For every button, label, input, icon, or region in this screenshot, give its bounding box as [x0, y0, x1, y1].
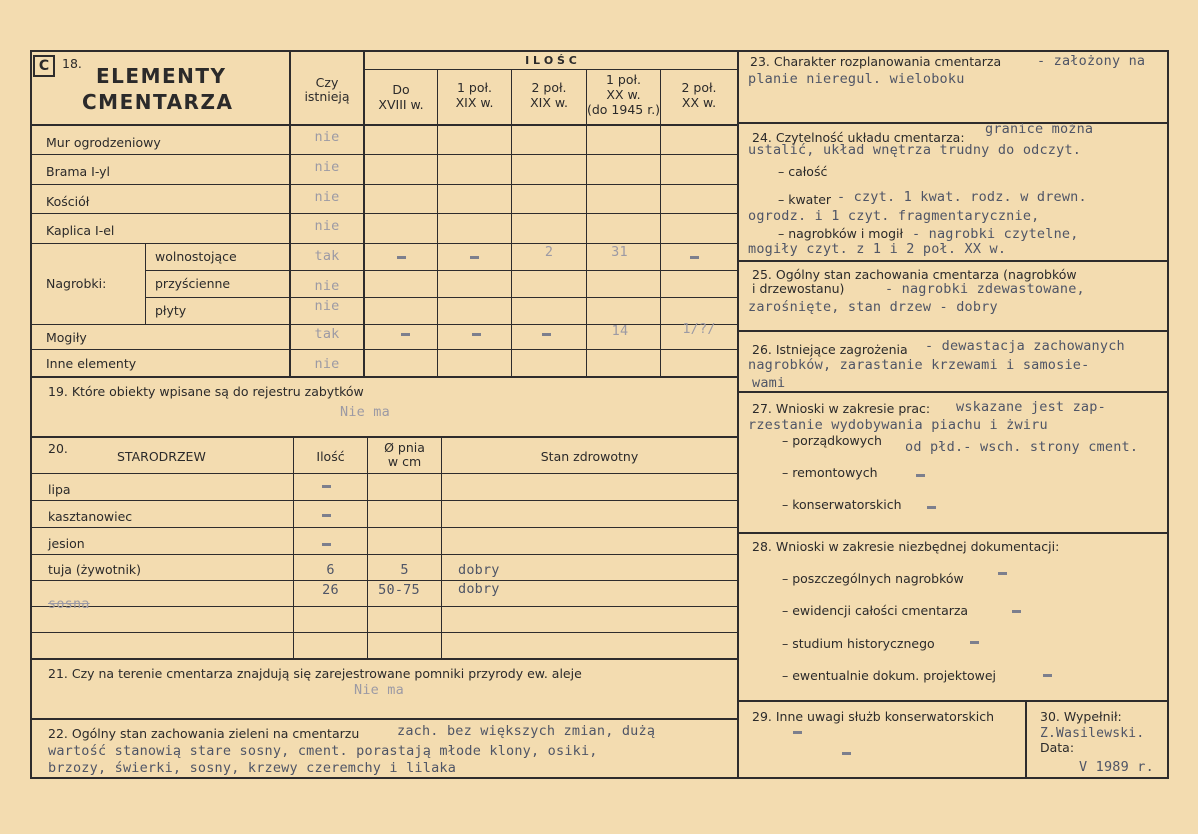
question-26: 26. Istniejące zagrożenia: [752, 342, 908, 357]
answer-24-line4: ogrodz. i 1 czyt. fragmentarycznie,: [748, 208, 1040, 224]
czy-value-kosciol: nie: [314, 189, 340, 205]
row-label-mogily: Mogiły: [46, 330, 87, 345]
q24-calosc: – całość: [778, 164, 828, 179]
answer-22-line2: wartość stanowią stare sosny, cment. porastają młode klony, osiki,: [48, 743, 598, 759]
row-label-przyscienne: przyścienne: [155, 276, 231, 291]
answer-22-line3: brzozy, świerki, sosny, krzewy czeremchy i lilaka: [48, 760, 457, 776]
dash-q28-studium: [970, 641, 979, 644]
q28-ewidencji: – ewidencji całości cmentarza: [782, 603, 969, 618]
period-header-4: 1 poł. XX w. (do 1945 r.): [587, 72, 661, 117]
question-28: 28. Wnioski w zakresie niezbędnej dokumentacji:: [752, 539, 1060, 554]
q27-porzadkowych: – porządkowych: [782, 433, 882, 448]
dash-wolno-do18: [397, 256, 406, 259]
period-header-1: Do XVIII w.: [378, 82, 424, 112]
answer-30-name: Z.Wasilewski.: [1040, 726, 1145, 741]
answer-24-line1: granice można: [985, 121, 1094, 137]
question-30: 30. Wypełnił:: [1040, 709, 1122, 724]
tree-tuja: tuja (żywotnik): [48, 562, 142, 577]
row-label-mur: Mur ogrodzeniowy: [46, 135, 161, 150]
tree-lipa: lipa: [48, 482, 71, 497]
dash-q27-konserwatorskich: [927, 506, 936, 509]
tuja-stan: dobry: [458, 562, 500, 578]
sosna-ilosc: 26: [322, 582, 339, 598]
dash-wolno-2pol20: [690, 256, 699, 259]
question-25-line2: i drzewostanu): [752, 281, 845, 296]
czy-value-mogily: tak: [314, 326, 340, 342]
pien-header: Ø pnia w cm: [384, 440, 425, 469]
nagrobki-label: Nagrobki:: [46, 276, 107, 291]
stan-zdrowotny-header: Stan zdrowotny: [540, 449, 639, 464]
tuja-ilosc: 6: [326, 562, 335, 578]
period-header-3: 2 poł. XIX w.: [530, 80, 568, 110]
sosna-pien: 50-75: [378, 582, 420, 598]
period-header-2: 1 poł. XIX w.: [455, 80, 494, 110]
czy-value-wolnostojace: tak: [314, 248, 340, 264]
row-label-kosciol: Kościół: [46, 194, 90, 209]
ilosc-tree-header: Ilość: [316, 449, 345, 464]
answer-27-line2: rzestanie wydobywania piachu i żwiru: [748, 417, 1048, 433]
answer-25-line1: - nagrobki zdewastowane,: [885, 281, 1085, 297]
answer-27-line3: od płd.- wsch. strony cment.: [905, 439, 1139, 455]
section-18-title-line2: CMENTARZA: [82, 90, 234, 114]
question-29: 29. Inne uwagi służb konserwatorskich: [752, 709, 994, 724]
dash-jesion-ilosc: [322, 543, 331, 546]
q27-remontowych: – remontowych: [782, 465, 878, 480]
answer-26-line3: wami: [752, 376, 786, 390]
answer-23-line2: planie nieregul. wieloboku: [748, 71, 965, 87]
dash-q28-ewidencji: [1012, 610, 1021, 613]
question-27: 27. Wnioski w zakresie prac:: [752, 401, 931, 416]
q28-projektowej: – ewentualnie dokum. projektowej: [782, 668, 997, 683]
answer-24-line3: - czyt. 1 kwat. rodz. w drewn.: [837, 189, 1087, 205]
value-wolno-2pol19: 2: [544, 244, 554, 260]
q28-nagrobkow: – poszczególnych nagrobków: [782, 571, 964, 586]
row-label-brama: Brama I-yl: [46, 164, 111, 179]
answer-24-line2: ustalić, układ wnętrza trudny do odczyt.: [748, 142, 1082, 158]
question-19: 19. Które obiekty wpisane są do rejestru zabytków: [48, 384, 364, 399]
tuja-pien: 5: [400, 562, 409, 578]
row-label-wolnostojace: wolnostojące: [155, 249, 237, 264]
answer-25-line2: zarośnięte, stan drzew - dobry: [748, 299, 998, 315]
dash-q29-a: [793, 731, 802, 734]
q27-konserwatorskich: – konserwatorskich: [782, 497, 902, 512]
section-18-title-line1: ELEMENTY: [96, 64, 227, 88]
answer-24-line6: mogiły czyt. z 1 i 2 poł. XX w.: [748, 241, 1007, 257]
czy-value-mur: nie: [314, 129, 340, 145]
q28-studium: – studium historycznego: [782, 636, 935, 651]
section-18-number: 18.: [62, 56, 82, 71]
czy-value-brama: nie: [314, 159, 340, 175]
dash-wolno-1pol19: [470, 256, 479, 259]
question-22: 22. Ogólny stan zachowania zieleni na cmentarzu: [48, 726, 360, 741]
answer-26-line1: - dewastacja zachowanych: [925, 338, 1125, 354]
data-value: V 1989 r.: [1079, 759, 1154, 775]
czy-value-kaplica: nie: [314, 218, 340, 234]
value-mogily-1pol20: 14: [611, 323, 629, 339]
answer-23-line1: - założony na: [1037, 53, 1146, 69]
answer-27-line1: wskazane jest zap-: [956, 399, 1106, 415]
data-label: Data:: [1040, 740, 1075, 755]
dash-kasztanowiec-ilosc: [322, 514, 331, 517]
tree-sosna: sosna: [48, 596, 90, 612]
question-24: 24. Czytelność układu cmentarza:: [752, 130, 965, 145]
tree-jesion: jesion: [48, 536, 85, 551]
question-25-line1: 25. Ogólny stan zachowania cmentarza (nagrobków: [752, 267, 1077, 282]
answer-24-line5: - nagrobki czytelne,: [912, 226, 1079, 242]
starodrzew-header: STARODRZEW: [117, 449, 206, 464]
czy-value-przyscienne: nie: [314, 278, 340, 294]
dash-mogily-do18: [401, 333, 410, 336]
row-label-kaplica: Kaplica I-el: [46, 223, 115, 238]
answer-21: Nie ma: [354, 682, 404, 698]
question-21: 21. Czy na terenie cmentarza znajdują się zarejestrowane pomniki przyrody ew. aleje: [48, 666, 582, 681]
row-label-inne: Inne elementy: [46, 356, 137, 371]
dash-q28-projektowej: [1043, 674, 1052, 677]
czy-value-inne: nie: [314, 356, 340, 372]
dash-mogily-2pol19: [542, 333, 551, 336]
value-mogily-2pol20: 1/?/: [682, 321, 716, 337]
ilosc-header: I L O Ś C: [525, 54, 577, 67]
sosna-stan: dobry: [458, 581, 500, 597]
period-header-5: 2 poł. XX w.: [681, 80, 717, 110]
dash-q29-b: [842, 752, 851, 755]
answer-26-line2: nagrobków, zarastanie krzewami i samosie-: [748, 357, 1090, 373]
answer-19: Nie ma: [340, 404, 390, 420]
section-20-number: 20.: [48, 441, 68, 456]
dash-q27-remontowych: [916, 474, 925, 477]
c-box: C: [33, 55, 55, 77]
czy-istnieja-header: Czy istnieją: [304, 75, 350, 104]
q24-nagrobkow: – nagrobków i mogił: [778, 226, 904, 241]
dash-lipa-ilosc: [322, 485, 331, 488]
q24-kwater: – kwater: [778, 192, 832, 207]
tree-kasztanowiec: kasztanowiec: [48, 509, 133, 524]
row-label-plyty: płyty: [155, 303, 187, 318]
answer-22-line1: zach. bez większych zmian, dużą: [397, 723, 656, 739]
czy-value-plyty: nie: [314, 298, 340, 314]
question-23: 23. Charakter rozplanowania cmentarza: [750, 54, 1002, 69]
dash-q28-nagrobkow: [998, 572, 1007, 575]
value-wolno-1pol20: 31: [611, 244, 628, 260]
dash-mogily-1pol19: [472, 333, 481, 336]
